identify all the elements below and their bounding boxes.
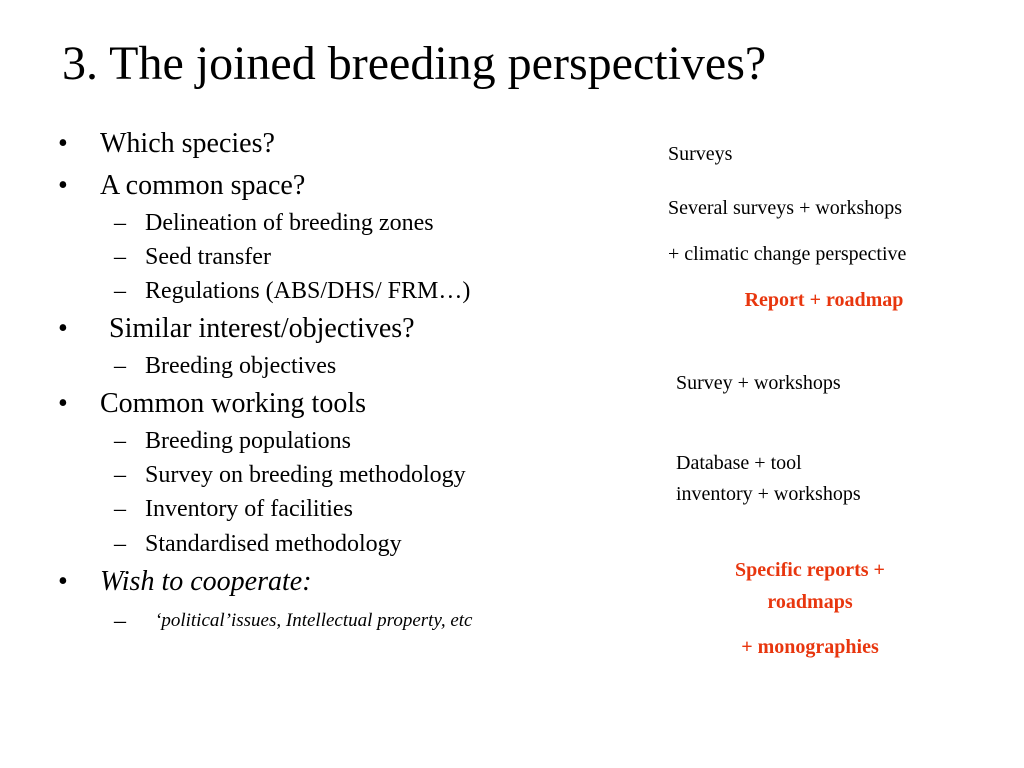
subbullet-text: Survey on breeding methodology bbox=[145, 462, 466, 488]
bullet-text: A common space? bbox=[100, 170, 306, 201]
dash-marker: – bbox=[114, 210, 126, 236]
dash-marker: – bbox=[114, 531, 126, 557]
dash-marker: – bbox=[114, 353, 126, 379]
note-specific-reports-line1: Specific reports + bbox=[735, 559, 885, 581]
dash-marker: – bbox=[114, 244, 126, 270]
bullet-text: Which species? bbox=[100, 128, 275, 159]
note-survey-workshops: Survey + workshops bbox=[676, 372, 841, 394]
dash-marker: – bbox=[114, 278, 126, 304]
note-surveys: Surveys bbox=[668, 143, 733, 165]
dash-marker: – bbox=[114, 462, 126, 488]
dash-marker: – bbox=[114, 428, 126, 454]
subbullet-text: Regulations (ABS/DHS/ FRM…) bbox=[145, 278, 471, 304]
note-report-roadmap: Report + roadmap bbox=[744, 289, 904, 311]
bullet-marker: • bbox=[58, 170, 68, 201]
bullet-marker: • bbox=[58, 128, 68, 159]
slide-title: 3. The joined breeding perspectives? bbox=[62, 37, 767, 90]
note-database-line1: Database + tool bbox=[676, 452, 802, 474]
note-database-line2: inventory + workshops bbox=[676, 483, 861, 505]
dash-marker: – bbox=[114, 608, 126, 634]
subbullet-text: Standardised methodology bbox=[145, 531, 402, 557]
subbullet-text: Breeding populations bbox=[145, 428, 351, 454]
bullet-text: Common working tools bbox=[100, 388, 367, 419]
subbullet-text: ‘political’issues, Intellectual property, etc bbox=[155, 610, 473, 631]
note-monographies: + monographies bbox=[741, 636, 879, 658]
note-climatic: + climatic change perspective bbox=[668, 243, 907, 265]
note-several-surveys: Several surveys + workshops bbox=[668, 197, 903, 219]
subbullet-text: Breeding objectives bbox=[145, 353, 337, 379]
subbullet-text: Seed transfer bbox=[145, 244, 271, 270]
subbullet-text: Delineation of breeding zones bbox=[145, 210, 434, 236]
bullet-marker: • bbox=[58, 388, 68, 419]
subbullet-text: Inventory of facilities bbox=[145, 496, 353, 522]
bullet-text: Similar interest/objectives? bbox=[109, 313, 415, 344]
bullet-marker: • bbox=[58, 566, 68, 597]
dash-marker: – bbox=[114, 496, 126, 522]
bullet-marker: • bbox=[58, 313, 68, 344]
bullet-text: Wish to cooperate: bbox=[100, 566, 312, 597]
note-specific-reports-line2: roadmaps bbox=[767, 591, 853, 613]
